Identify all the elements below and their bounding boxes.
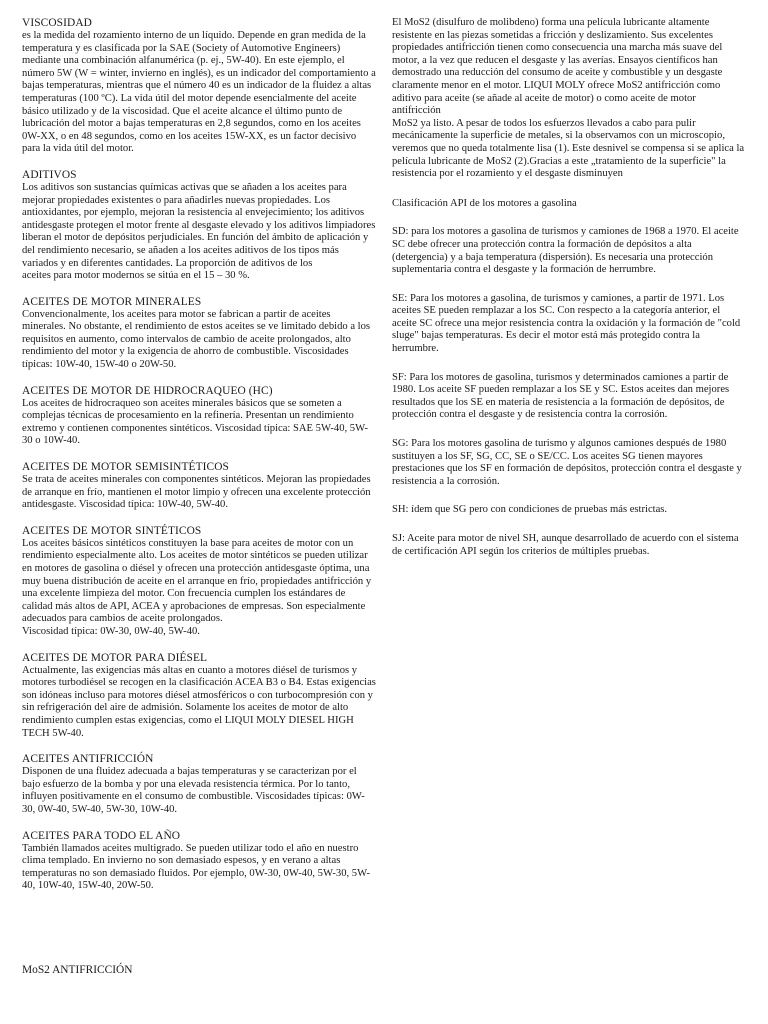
heading-diesel: ACEITES DE MOTOR PARA DIÉSEL: [22, 651, 208, 664]
section-api-sf: [392, 372, 746, 422]
heading-mos2-antifriccion: MoS2 ANTIFRICCIÓN: [22, 964, 133, 976]
heading-sinteticos: ACEITES DE MOTOR SINTÉTICOS: [22, 524, 202, 537]
body-api-sg: SG: Para los motores gasolina de turismo y algunos camiones después de 1980 sustituyen a los SF, SG, CC, SE o SE/CC. Los aceites SG tienen mayores prestaciones que los SF en formación de depósitos, protección contra el desgaste y resistencia a la corrosión.: [392, 438, 742, 487]
section-api-heading: [392, 198, 746, 211]
section-minerales: [22, 296, 376, 372]
body-diesel: Actualmente, las exigencias más altas en cuanto a motores diésel de turismos y motores turbodiésel se recogen en la clasificación ACEA B3 o B4. Estas exigencias son idóneas incluso para motores diésel atmosféricos o con turbocompresión con y sin refrigeración del aire de admisión. Solamente los aceites de motor de alto rendimiento cumplen estas exigencias, como el LIQUI MOLY DIESEL HIGH TECH 5W-40.: [22, 664, 376, 739]
body-antifriccion: Disponen de una fluidez adecuada a bajas temperaturas y se caracterizan por el bajo esfuerzo de la bomba y por una elevada resistencia térmica. Por lo tanto, influyen positivamente en el consumo de combustible. Viscosidades típicas: 0W-30, 0W-40, 5W-40, 5W-30, 10W-40.: [22, 766, 365, 815]
section-hidrocraqueo: [22, 385, 376, 448]
section-diesel: [22, 652, 376, 741]
left-column: [22, 17, 376, 906]
section-api-sh: [392, 504, 746, 517]
heading-minerales: ACEITES DE MOTOR MINERALES: [22, 295, 202, 308]
body-aditivos-proporcion: aceites para motor modernos se sitúa en el 15 – 30 %.: [22, 270, 250, 282]
body-mos2-listo: MoS2 ya listo. A pesar de todos los esfuerzos llevados a cabo para pulir mecánicamente la superficie de metales, si la observamos con un microscopio, veremos que no queda totalmente lisa (1). Este desnivel se compensa si se aplica la película lubricante de MoS2 (2).Gracias a este „tratamiento de la superficie" la resistencia por el rozamiento y el desgaste disminuyen: [392, 117, 745, 180]
heading-api-gasolina: Clasificación API de los motores a gasolina: [392, 197, 577, 209]
heading-todo-el-ano: ACEITES PARA TODO EL AÑO: [22, 829, 181, 842]
section-viscosidad: [22, 17, 376, 156]
section-mos2: [392, 17, 746, 181]
body-api-sh: SH: ídem que SG pero con condiciones de pruebas más estrictas.: [392, 504, 668, 516]
section-api-sd: [392, 226, 746, 276]
body-api-sj: SJ: Aceite para motor de nivel SH, aunque desarrollado de acuerdo con el sistema de certificación API según los criterios de múltiples pruebas.: [392, 533, 739, 557]
body-api-sd: SD: para los motores a gasolina de turismos y camiones de 1968 a 1970. El aceite SC debe ofrecer una protección contra la formación de depósitos a alta (detergencia) y a baja temperatura (dispersión). Es necesaria una protección suplementaria contra el desgaste y la formación de herrumbre.: [392, 226, 739, 276]
right-column: [392, 17, 746, 571]
section-aditivos: [22, 169, 376, 283]
body-semisinteticos: Se trata de aceites minerales con componentes sintéticos. Mejoran las propiedades de arranque en frío, mantienen el motor limpio y ofrecen una excelente protección antidesgaste. Viscosidad típica: 10W-40, 5W-40.: [22, 474, 371, 511]
body-hidrocraqueo: Los aceites de hidrocraqueo son aceites minerales básicos que se someten a complejas técnicas de procesamiento en la refinería. Presentan un rendimiento extremo y contienen componentes sintéticos. Viscosidad típica: SAE 5W-40, 5W-30 o 10W-40.: [22, 397, 369, 447]
heading-antifriccion: ACEITES ANTIFRICCIÓN: [22, 753, 154, 766]
body-api-sf: SF: Para los motores de gasolina, turismos y determinados camiones a partir de 1980. Los aceite SF pueden remplazar a los SE y SC. Estos aceites dan mejores resultados que los SE en materia de resistencia a la formación de depósitos, de protección contra el desgaste y de resistencia contra la corrosión.: [392, 371, 730, 421]
section-semisinteticos: [22, 461, 376, 512]
body-mos2-intro: El MoS2 (disulfuro de molibdeno) forma una película lubricante altamente resistente en las piezas sometidas a fricción y deslizamiento. Sus excelentes propiedades antifricción tienen como consecuencia una marcha más suave del motor, a la vez que reducen el desgaste y las averías. Ensayos científicos han demostrado una reducción del consumo de aceite y combustible y un desgaste claramente menor en el motor. LIQUI MOLY ofrece MoS2 antifricción como aditivo para aceite (se añade al aceite de motor) o como aceite de motor antifricción: [392, 17, 723, 117]
body-sinteticos-viscosidad: Viscosidad típica: 0W-30, 0W-40, 5W-40.: [22, 625, 200, 637]
section-api-se: [392, 293, 746, 356]
section-api-sg: [392, 438, 746, 488]
section-sinteticos: [22, 525, 376, 639]
body-api-se: SE: Para los motores a gasolina, de turismos y camiones, a partir de 1971. Los aceites SE pueden remplazar a los SC. Con respecto a la categoría anterior, el aceite SC ofrece una mejor resistencia contra la oxidación y la formación de "cold sluge" bajas temperaturas. Es decir el motor está más protegido contra la herrumbre.: [392, 292, 741, 355]
body-aditivos: Los aditivos son sustancias químicas activas que se añaden a los aceites para mejorar propiedades existentes o para añadirles nuevas propiedades. Los antioxidantes, por ejemplo, mejoran la resistencia al envejecimiento; los aditivos antidesgaste protegen el motor frente al desgaste elevado y los aditivos limpiadores liberan el motor de depósitos perjudiciales. En función del ámbito de aplicación y del rendimiento necesario, se añaden a los aceites aditivos de los tipos más variados y en diferentes cantidades. La proporción de aditivos de los: [22, 181, 376, 269]
heading-semisinteticos: ACEITES DE MOTOR SEMISINTÉTICOS: [22, 461, 229, 474]
heading-viscosidad: VISCOSIDAD: [22, 17, 92, 29]
section-todo-el-ano: [22, 830, 376, 893]
body-todo-el-ano: También llamados aceites multigrado. Se pueden utilizar todo el año en nuestro clima templado. En invierno no son demasiado espesos, y en verano a altas temperaturas no son demasiado fluidos. Por ejemplo, 0W-30, 0W-40, 5W-30, 5W-40, 10W-40, 15W-40, 20W-50.: [22, 842, 371, 892]
section-api-sj: [392, 533, 746, 558]
body-minerales: Convencionalmente, los aceites para motor se fabrican a partir de aceites minerales. No obstante, el rendimiento de estos aceites se ve limitado debido a los requisitos en aumento, como intervalos de cambio de aceite prolongados, alto rendimiento del motor y la exigencia de ahorro de combustible. Viscosidades típicas: 10W-40, 15W-40 o 20W-50.: [22, 308, 371, 371]
heading-aditivos: ADITIVOS: [22, 168, 77, 181]
section-antifriccion: [22, 753, 376, 816]
heading-hidrocraqueo: ACEITES DE MOTOR DE HIDROCRAQUEO (HC): [22, 384, 273, 397]
body-sinteticos: Los aceites básicos sintéticos constituyen la base para aceites de motor con un rendimiento especialmente alto. Los aceites de motor sintéticos se pueden utilizar en motores de gasolina o diésel y ofrecen una protección antidesgaste óptima, una muy buena distribución de aceite en el arranque en frío, propiedades antifricción y una excelente limpieza del motor. Con frecuencia cumplen los estándares de calidad más altos de API, ACEA y aprobaciones de empresas. Son especialmente adecuados para cambios de aceite prolongados.: [22, 537, 372, 625]
body-viscosidad: es la medida del rozamiento interno de un líquido. Depende en gran medida de la temperatura y es clasificada por la SAE (Society of Automotive Engineers) mediante una combinación alfanumérica (p. ej., 5W-40). En este ejemplo, el número 5W (W = winter, invierno en inglés), es un indicador del comportamiento a bajas temperaturas, mientras que el número 40 es un indicador de la fluidez a altas temperaturas (100 ºC). La vida útil del motor depende esencialmente del aceite básico utilizado y de la viscosidad. Que el aceite alcance el último punto de lubricación del motor a bajas temperaturas en 2,8 segundos, como en los aceites 0W-XX, o en 48 segundos, como en los aceites 15W-XX, es un factor decisivo para la vida útil del motor.: [22, 30, 376, 155]
